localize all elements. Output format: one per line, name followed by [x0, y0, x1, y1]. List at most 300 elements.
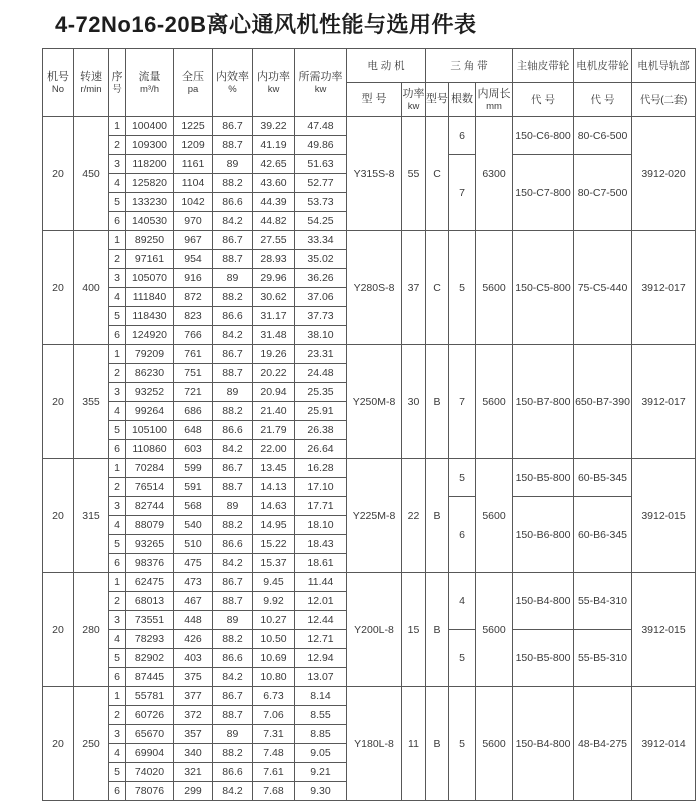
cell-belt-model: B — [426, 459, 449, 573]
cell-efficiency: 86.6 — [213, 307, 253, 326]
cell-seq: 4 — [109, 402, 126, 421]
cell-pressure: 751 — [174, 364, 213, 383]
cell-required-power: 24.48 — [295, 364, 347, 383]
cell-required-power: 25.35 — [295, 383, 347, 402]
cell-seq: 2 — [109, 592, 126, 611]
cell-seq: 3 — [109, 611, 126, 630]
cell-seq: 4 — [109, 744, 126, 763]
cell-required-power: 38.10 — [295, 326, 347, 345]
cell-required-power: 17.71 — [295, 497, 347, 516]
cell-efficiency: 89 — [213, 155, 253, 174]
cell-flow: 62475 — [126, 573, 174, 592]
header-label: 所需功率 — [298, 70, 343, 83]
cell-pressure: 321 — [174, 763, 213, 782]
cell-efficiency: 84.2 — [213, 668, 253, 687]
cell-seq: 6 — [109, 554, 126, 573]
cell-motor-pulley: 55-B5-310 — [574, 630, 632, 687]
cell-belt-count: 5 — [449, 687, 476, 801]
cell-motor-power: 55 — [402, 117, 426, 231]
cell-efficiency: 86.6 — [213, 535, 253, 554]
cell-efficiency: 88.2 — [213, 288, 253, 307]
cell-flow: 105070 — [126, 269, 174, 288]
cell-flow: 140530 — [126, 212, 174, 231]
cell-belt-count: 5 — [449, 231, 476, 345]
cell-required-power: 12.44 — [295, 611, 347, 630]
cell-motor-model: Y200L-8 — [347, 573, 402, 687]
table-row — [43, 345, 696, 364]
cell-speed: 400 — [74, 231, 109, 345]
cell-internal-power: 20.22 — [253, 364, 295, 383]
cell-flow: 69904 — [126, 744, 174, 763]
page-title: 4-72No16-20B离心通风机性能与选用件表 — [55, 12, 477, 37]
cell-efficiency: 88.2 — [213, 402, 253, 421]
cell-motor-power: 30 — [402, 345, 426, 459]
cell-motor-power: 11 — [402, 687, 426, 801]
cell-flow: 86230 — [126, 364, 174, 383]
cell-pressure: 967 — [174, 231, 213, 250]
cell-internal-power: 13.45 — [253, 459, 295, 478]
cell-internal-power: 14.13 — [253, 478, 295, 497]
motor-subheader-0 — [347, 83, 402, 117]
cell-main-pulley: 150-C6-800 — [513, 117, 574, 155]
cell-efficiency: 88.7 — [213, 478, 253, 497]
cell-motor-model: Y225M-8 — [347, 459, 402, 573]
cell-flow: 70284 — [126, 459, 174, 478]
cell-seq: 5 — [109, 535, 126, 554]
header-unit: % — [228, 83, 237, 95]
cell-efficiency: 84.2 — [213, 326, 253, 345]
belt-subheader-2 — [476, 83, 513, 117]
fan-spec-table — [42, 48, 696, 801]
cell-seq: 1 — [109, 459, 126, 478]
cell-belt-length: 5600 — [476, 687, 513, 801]
cell-main-pulley: 150-B4-800 — [513, 573, 574, 630]
cell-seq: 5 — [109, 763, 126, 782]
header-label: 序 — [111, 70, 123, 83]
cell-pressure: 372 — [174, 706, 213, 725]
cell-internal-power: 9.92 — [253, 592, 295, 611]
cell-seq: 6 — [109, 782, 126, 801]
cell-speed: 280 — [74, 573, 109, 687]
cell-required-power: 16.28 — [295, 459, 347, 478]
cell-belt-length: 5600 — [476, 573, 513, 687]
cell-required-power: 18.61 — [295, 554, 347, 573]
cell-required-power: 47.48 — [295, 117, 347, 136]
cell-motor-pulley: 60-B6-345 — [574, 497, 632, 573]
cell-main-pulley: 150-B4-800 — [513, 687, 574, 801]
cell-pressure: 823 — [174, 307, 213, 326]
cell-required-power: 17.10 — [295, 478, 347, 497]
cell-seq: 2 — [109, 364, 126, 383]
cell-required-power: 36.26 — [295, 269, 347, 288]
cell-internal-power: 6.73 — [253, 687, 295, 706]
cell-internal-power: 43.60 — [253, 174, 295, 193]
header-label: 根数 — [451, 93, 473, 105]
header-label: 流量 — [138, 70, 161, 83]
cell-flow: 111840 — [126, 288, 174, 307]
cell-internal-power: 7.68 — [253, 782, 295, 801]
cell-belt-model: C — [426, 117, 449, 231]
cell-motor-pulley: 60-B5-345 — [574, 459, 632, 497]
cell-pressure: 357 — [174, 725, 213, 744]
cell-motor-model: Y315S-8 — [347, 117, 402, 231]
cell-pressure: 686 — [174, 402, 213, 421]
cell-efficiency: 88.7 — [213, 706, 253, 725]
cell-internal-power: 30.62 — [253, 288, 295, 307]
pulley-header-bottom-0: 代 号 — [513, 83, 574, 117]
header-unit: pa — [187, 83, 199, 95]
cell-efficiency: 88.2 — [213, 516, 253, 535]
cell-pressure: 1042 — [174, 193, 213, 212]
pulley-header-top-1: 电机皮带轮 — [574, 49, 632, 83]
cell-internal-power: 28.93 — [253, 250, 295, 269]
table-body — [43, 117, 696, 801]
cell-seq: 6 — [109, 668, 126, 687]
cell-required-power: 26.38 — [295, 421, 347, 440]
cell-efficiency: 88.7 — [213, 136, 253, 155]
cell-required-power: 12.01 — [295, 592, 347, 611]
header-unit: r/min — [80, 83, 102, 95]
cell-speed: 450 — [74, 117, 109, 231]
cell-rail-code: 3912-015 — [632, 573, 696, 687]
cell-flow: 124920 — [126, 326, 174, 345]
cell-internal-power: 22.00 — [253, 440, 295, 459]
cell-required-power: 37.06 — [295, 288, 347, 307]
cell-machine-no: 20 — [43, 345, 74, 459]
cell-flow: 98376 — [126, 554, 174, 573]
cell-flow: 97161 — [126, 250, 174, 269]
cell-belt-length: 6300 — [476, 117, 513, 231]
cell-required-power: 8.55 — [295, 706, 347, 725]
column-header-3 — [126, 49, 174, 117]
cell-pressure: 1104 — [174, 174, 213, 193]
cell-efficiency: 84.2 — [213, 212, 253, 231]
header-label: 内功率 — [257, 70, 290, 83]
cell-pressure: 299 — [174, 782, 213, 801]
cell-pressure: 510 — [174, 535, 213, 554]
header-unit: kw — [314, 83, 327, 95]
cell-motor-model: Y180L-8 — [347, 687, 402, 801]
cell-pressure: 568 — [174, 497, 213, 516]
cell-seq: 2 — [109, 136, 126, 155]
header-label: 机号 — [47, 70, 69, 83]
cell-machine-no: 20 — [43, 459, 74, 573]
cell-seq: 4 — [109, 288, 126, 307]
header-label: 内效率 — [216, 70, 249, 83]
cell-seq: 5 — [109, 649, 126, 668]
cell-motor-power: 15 — [402, 573, 426, 687]
cell-efficiency: 89 — [213, 383, 253, 402]
cell-seq: 1 — [109, 345, 126, 364]
cell-flow: 82902 — [126, 649, 174, 668]
cell-pressure: 1161 — [174, 155, 213, 174]
cell-internal-power: 14.95 — [253, 516, 295, 535]
cell-required-power: 11.44 — [295, 573, 347, 592]
cell-internal-power: 9.45 — [253, 573, 295, 592]
cell-efficiency: 86.6 — [213, 763, 253, 782]
cell-seq: 6 — [109, 440, 126, 459]
table-row — [43, 231, 696, 250]
cell-required-power: 25.91 — [295, 402, 347, 421]
cell-seq: 2 — [109, 478, 126, 497]
belt-subheader-0 — [426, 83, 449, 117]
cell-pressure: 766 — [174, 326, 213, 345]
cell-machine-no: 20 — [43, 117, 74, 231]
cell-pressure: 403 — [174, 649, 213, 668]
cell-efficiency: 88.2 — [213, 630, 253, 649]
cell-motor-power: 37 — [402, 231, 426, 345]
cell-efficiency: 86.7 — [213, 345, 253, 364]
cell-seq: 4 — [109, 516, 126, 535]
cell-seq: 3 — [109, 269, 126, 288]
table-row — [43, 687, 696, 706]
cell-internal-power: 44.39 — [253, 193, 295, 212]
cell-rail-code: 3912-017 — [632, 345, 696, 459]
cell-pressure: 648 — [174, 421, 213, 440]
header-unit: kw — [267, 83, 280, 95]
column-header-0 — [43, 49, 74, 117]
cell-required-power: 8.14 — [295, 687, 347, 706]
cell-required-power: 18.43 — [295, 535, 347, 554]
cell-internal-power: 41.19 — [253, 136, 295, 155]
header-unit: 号 — [112, 83, 122, 95]
cell-flow: 68013 — [126, 592, 174, 611]
cell-seq: 4 — [109, 630, 126, 649]
cell-seq: 6 — [109, 326, 126, 345]
cell-machine-no: 20 — [43, 231, 74, 345]
cell-pressure: 340 — [174, 744, 213, 763]
pulley-header-bottom-1: 代 号 — [574, 83, 632, 117]
cell-seq: 5 — [109, 193, 126, 212]
column-header-5 — [213, 49, 253, 117]
pulley-header-top-2: 电机导轨部 — [632, 49, 696, 83]
cell-rail-code: 3912-017 — [632, 231, 696, 345]
cell-internal-power: 7.06 — [253, 706, 295, 725]
cell-flow: 87445 — [126, 668, 174, 687]
cell-flow: 78076 — [126, 782, 174, 801]
cell-rail-code: 3912-020 — [632, 117, 696, 231]
cell-flow: 133230 — [126, 193, 174, 212]
cell-efficiency: 86.7 — [213, 459, 253, 478]
cell-pressure: 1225 — [174, 117, 213, 136]
cell-machine-no: 20 — [43, 687, 74, 801]
cell-main-pulley: 150-B7-800 — [513, 345, 574, 459]
cell-internal-power: 29.96 — [253, 269, 295, 288]
cell-belt-count: 5 — [449, 630, 476, 687]
cell-internal-power: 20.94 — [253, 383, 295, 402]
table-row — [43, 117, 696, 136]
cell-flow: 55781 — [126, 687, 174, 706]
cell-required-power: 8.85 — [295, 725, 347, 744]
cell-rail-code: 3912-014 — [632, 687, 696, 801]
cell-flow: 105100 — [126, 421, 174, 440]
pulley-header-top-0: 主轴皮带轮 — [513, 49, 574, 83]
cell-belt-length: 5600 — [476, 345, 513, 459]
cell-seq: 1 — [109, 573, 126, 592]
cell-internal-power: 10.69 — [253, 649, 295, 668]
cell-seq: 3 — [109, 725, 126, 744]
cell-internal-power: 10.50 — [253, 630, 295, 649]
cell-pressure: 475 — [174, 554, 213, 573]
cell-internal-power: 42.65 — [253, 155, 295, 174]
header-unit: mm — [486, 100, 502, 112]
cell-required-power: 49.86 — [295, 136, 347, 155]
cell-motor-pulley: 80-C6-500 — [574, 117, 632, 155]
cell-required-power: 37.73 — [295, 307, 347, 326]
cell-internal-power: 7.48 — [253, 744, 295, 763]
cell-efficiency: 88.2 — [213, 174, 253, 193]
cell-seq: 2 — [109, 706, 126, 725]
table-head — [43, 49, 696, 117]
cell-efficiency: 86.7 — [213, 687, 253, 706]
cell-efficiency: 84.2 — [213, 554, 253, 573]
cell-flow: 76514 — [126, 478, 174, 497]
cell-pressure: 761 — [174, 345, 213, 364]
header-row-1 — [43, 49, 696, 83]
cell-internal-power: 31.17 — [253, 307, 295, 326]
cell-motor-power: 22 — [402, 459, 426, 573]
cell-efficiency: 88.7 — [213, 364, 253, 383]
cell-speed: 250 — [74, 687, 109, 801]
cell-internal-power: 44.82 — [253, 212, 295, 231]
cell-required-power: 9.05 — [295, 744, 347, 763]
cell-internal-power: 21.79 — [253, 421, 295, 440]
cell-flow: 65670 — [126, 725, 174, 744]
cell-internal-power: 10.80 — [253, 668, 295, 687]
header-label: 功率 — [402, 87, 425, 100]
cell-efficiency: 86.6 — [213, 193, 253, 212]
cell-flow: 89250 — [126, 231, 174, 250]
motor-group-header: 电 动 机 — [347, 49, 426, 83]
cell-flow: 93252 — [126, 383, 174, 402]
cell-pressure: 467 — [174, 592, 213, 611]
cell-belt-model: B — [426, 687, 449, 801]
cell-internal-power: 21.40 — [253, 402, 295, 421]
cell-seq: 3 — [109, 383, 126, 402]
column-header-1 — [74, 49, 109, 117]
cell-belt-length: 5600 — [476, 231, 513, 345]
cell-pressure: 970 — [174, 212, 213, 231]
header-label: 全压 — [182, 70, 204, 83]
cell-efficiency: 89 — [213, 269, 253, 288]
cell-seq: 2 — [109, 250, 126, 269]
pulley-header-bottom-2: 代号(二套) — [632, 83, 696, 117]
header-label: 型 号 — [361, 93, 387, 105]
cell-efficiency: 86.7 — [213, 117, 253, 136]
cell-belt-count: 5 — [449, 459, 476, 497]
cell-main-pulley: 150-C7-800 — [513, 155, 574, 231]
cell-pressure: 375 — [174, 668, 213, 687]
cell-flow: 118430 — [126, 307, 174, 326]
motor-subheader-1 — [402, 83, 426, 117]
cell-required-power: 18.10 — [295, 516, 347, 535]
cell-flow: 109300 — [126, 136, 174, 155]
cell-main-pulley: 150-B6-800 — [513, 497, 574, 573]
cell-flow: 74020 — [126, 763, 174, 782]
cell-internal-power: 39.22 — [253, 117, 295, 136]
cell-belt-length: 5600 — [476, 459, 513, 573]
column-header-7 — [295, 49, 347, 117]
cell-pressure: 591 — [174, 478, 213, 497]
cell-flow: 100400 — [126, 117, 174, 136]
table-row — [43, 573, 696, 592]
belt-subheader-1 — [449, 83, 476, 117]
cell-efficiency: 89 — [213, 497, 253, 516]
cell-efficiency: 88.7 — [213, 592, 253, 611]
cell-pressure: 954 — [174, 250, 213, 269]
cell-belt-count: 6 — [449, 117, 476, 155]
header-unit: kw — [407, 100, 420, 112]
cell-motor-pulley: 650-B7-390 — [574, 345, 632, 459]
cell-pressure: 377 — [174, 687, 213, 706]
cell-speed: 315 — [74, 459, 109, 573]
cell-pressure: 721 — [174, 383, 213, 402]
cell-internal-power: 14.63 — [253, 497, 295, 516]
cell-efficiency: 86.6 — [213, 649, 253, 668]
header-label: 型号 — [426, 93, 448, 105]
cell-main-pulley: 150-B5-800 — [513, 459, 574, 497]
cell-internal-power: 10.27 — [253, 611, 295, 630]
cell-belt-model: B — [426, 573, 449, 687]
cell-belt-model: C — [426, 231, 449, 345]
cell-flow: 93265 — [126, 535, 174, 554]
cell-belt-count: 7 — [449, 155, 476, 231]
cell-machine-no: 20 — [43, 573, 74, 687]
cell-seq: 1 — [109, 117, 126, 136]
cell-motor-pulley: 48-B4-275 — [574, 687, 632, 801]
cell-internal-power: 31.48 — [253, 326, 295, 345]
cell-flow: 99264 — [126, 402, 174, 421]
cell-required-power: 26.64 — [295, 440, 347, 459]
cell-internal-power: 7.31 — [253, 725, 295, 744]
cell-internal-power: 7.61 — [253, 763, 295, 782]
cell-flow: 125820 — [126, 174, 174, 193]
cell-required-power: 35.02 — [295, 250, 347, 269]
header-label: 转速 — [80, 70, 102, 83]
cell-efficiency: 89 — [213, 725, 253, 744]
cell-pressure: 916 — [174, 269, 213, 288]
cell-belt-count: 4 — [449, 573, 476, 630]
cell-pressure: 426 — [174, 630, 213, 649]
cell-required-power: 33.34 — [295, 231, 347, 250]
cell-seq: 5 — [109, 307, 126, 326]
header-unit: No — [51, 83, 65, 95]
cell-efficiency: 84.2 — [213, 440, 253, 459]
cell-flow: 110860 — [126, 440, 174, 459]
cell-pressure: 1209 — [174, 136, 213, 155]
cell-internal-power: 15.22 — [253, 535, 295, 554]
cell-internal-power: 19.26 — [253, 345, 295, 364]
cell-flow: 118200 — [126, 155, 174, 174]
cell-required-power: 9.30 — [295, 782, 347, 801]
cell-motor-pulley: 75-C5-440 — [574, 231, 632, 345]
cell-seq: 4 — [109, 174, 126, 193]
cell-efficiency: 86.7 — [213, 231, 253, 250]
cell-flow: 88079 — [126, 516, 174, 535]
cell-required-power: 52.77 — [295, 174, 347, 193]
cell-seq: 5 — [109, 421, 126, 440]
cell-required-power: 54.25 — [295, 212, 347, 231]
cell-main-pulley: 150-C5-800 — [513, 231, 574, 345]
cell-motor-model: Y280S-8 — [347, 231, 402, 345]
header-unit: m³/h — [140, 83, 159, 95]
cell-required-power: 53.73 — [295, 193, 347, 212]
column-header-2 — [109, 49, 126, 117]
cell-seq: 3 — [109, 155, 126, 174]
cell-required-power: 9.21 — [295, 763, 347, 782]
cell-motor-pulley: 80-C7-500 — [574, 155, 632, 231]
cell-pressure: 603 — [174, 440, 213, 459]
